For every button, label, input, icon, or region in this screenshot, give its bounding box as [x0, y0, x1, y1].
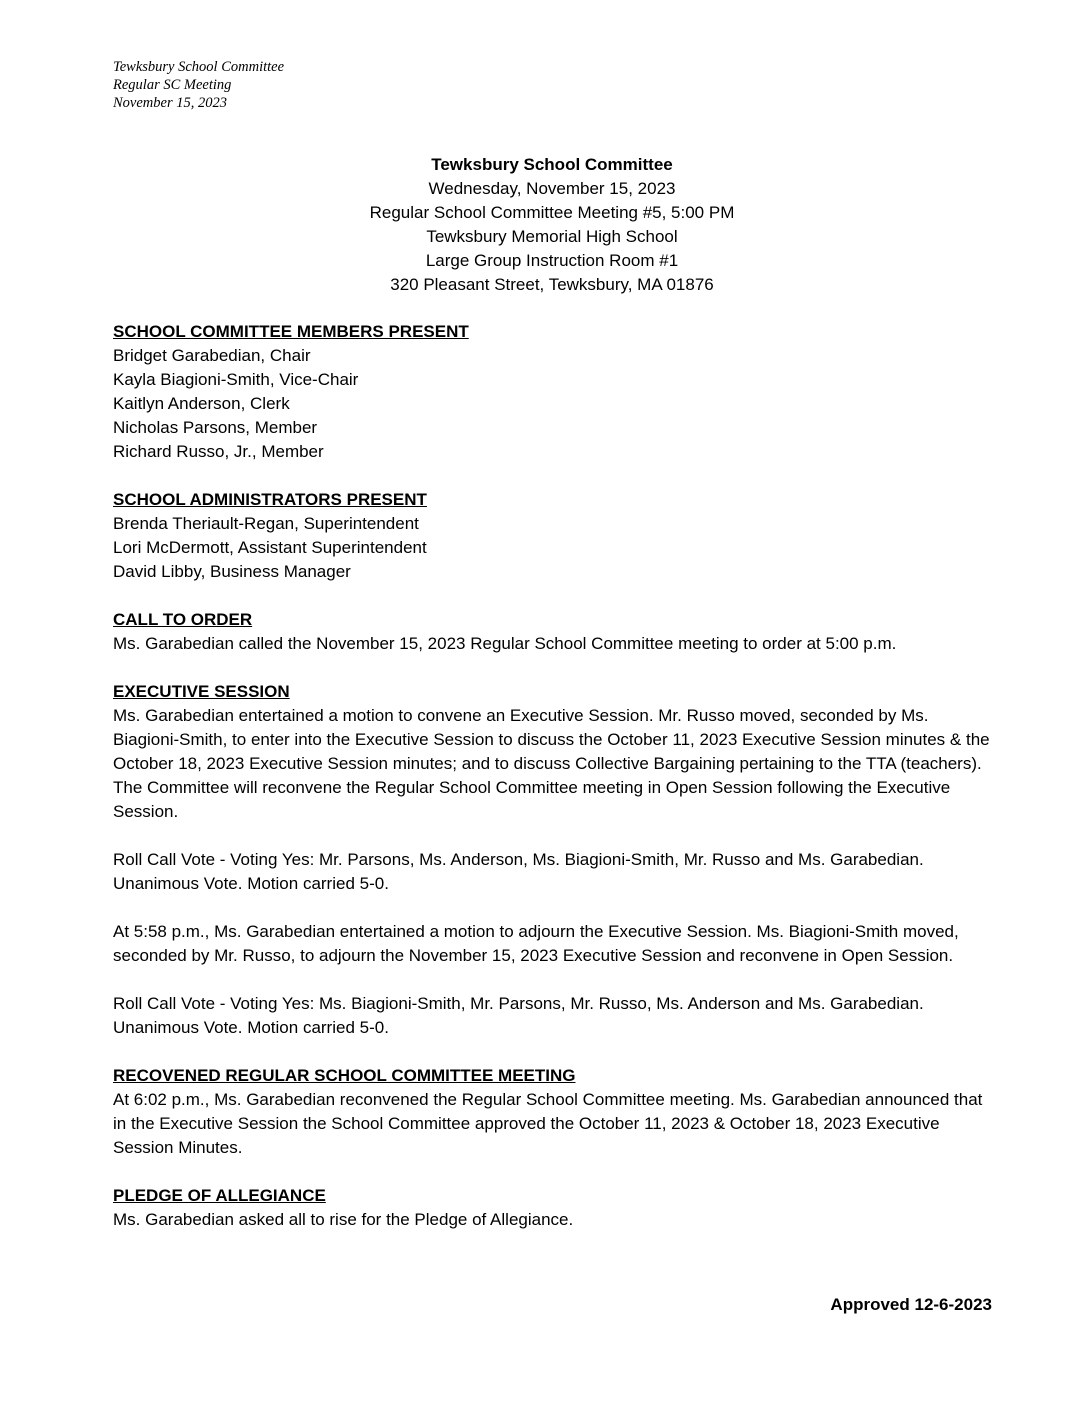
- member-item: Kaitlyn Anderson, Clerk: [113, 394, 290, 413]
- reconvened-text: At 6:02 p.m., Ms. Garabedian reconvened the Regular School Committee meeting. Ms. Garabedian announced that in the Executive Session the School Committee approved the October 11, 2023 & October 18, 2023 Executive Session Minutes.: [113, 1090, 983, 1157]
- meeting-title-block: [260, 153, 844, 297]
- call-to-order-section: [113, 608, 993, 656]
- pledge-heading: PLEDGE OF ALLEGIANCE: [113, 1186, 326, 1205]
- meeting-date: Wednesday, November 15, 2023: [428, 179, 676, 198]
- executive-session-vote: Roll Call Vote - Voting Yes: Mr. Parsons, Ms. Anderson, Ms. Biagioni-Smith, Mr. Russo and Ms. Garabedian. Unanimous Vote. Motion carried 5-0.: [113, 850, 924, 893]
- call-to-order-heading: CALL TO ORDER: [113, 610, 253, 629]
- approval-note: Approved 12-6-2023: [830, 1295, 992, 1314]
- administrator-item: Lori McDermott, Assistant Superintendent: [113, 538, 427, 557]
- minutes-body: [113, 320, 993, 1256]
- administrators-section: [113, 488, 993, 584]
- header-line-date: November 15, 2023: [113, 95, 227, 111]
- reconvened-section: [113, 1064, 993, 1160]
- header-line-organization: Tewksbury School Committee: [113, 59, 285, 75]
- member-item: Kayla Biagioni-Smith, Vice-Chair: [113, 370, 359, 389]
- member-item: Nicholas Parsons, Member: [113, 418, 318, 437]
- meeting-address: 320 Pleasant Street, Tewksbury, MA 01876: [390, 275, 714, 294]
- header-line-meeting: Regular SC Meeting: [113, 77, 232, 93]
- administrator-item: David Libby, Business Manager: [113, 562, 351, 581]
- call-to-order-text: Ms. Garabedian called the November 15, 2023 Regular School Committee meeting to order at 5:00 p.m.: [113, 634, 897, 653]
- running-header: [113, 58, 284, 112]
- administrators-heading: SCHOOL ADMINISTRATORS PRESENT: [113, 490, 427, 509]
- executive-session-adjourn-vote: Roll Call Vote - Voting Yes: Ms. Biagioni-Smith, Mr. Parsons, Mr. Russo, Ms. Anderson and Ms. Garabedian. Unanimous Vote. Motion carried 5-0.: [113, 994, 924, 1037]
- administrator-item: Brenda Theriault-Regan, Superintendent: [113, 514, 419, 533]
- member-item: Bridget Garabedian, Chair: [113, 346, 311, 365]
- executive-session-section: [113, 680, 993, 1040]
- meeting-name: Regular School Committee Meeting #5, 5:00 PM: [369, 203, 735, 222]
- meeting-room: Large Group Instruction Room #1: [425, 251, 679, 270]
- pledge-section: [113, 1184, 993, 1232]
- member-item: Richard Russo, Jr., Member: [113, 442, 324, 461]
- meeting-venue: Tewksbury Memorial High School: [426, 227, 678, 246]
- pledge-text: Ms. Garabedian asked all to rise for the Pledge of Allegiance.: [113, 1210, 574, 1229]
- members-section: [113, 320, 993, 464]
- document-title: Tewksbury School Committee: [431, 155, 673, 174]
- executive-session-adjourn: At 5:58 p.m., Ms. Garabedian entertained a motion to adjourn the Executive Session. Ms. Biagioni-Smith moved, seconded by Mr. Russo, to adjourn the November 15, 2023 Executive Session and reconvene in Open Session.: [113, 922, 959, 965]
- members-heading: SCHOOL COMMITTEE MEMBERS PRESENT: [113, 322, 469, 341]
- executive-session-motion: Ms. Garabedian entertained a motion to convene an Executive Session. Mr. Russo moved, seconded by Ms. Biagioni-Smith, to enter into the Executive Session to discuss the October 11, 2023 Executive Session minutes & the October 18, 2023 Executive Session minutes; and to discuss Collective Bargaining pertaining to the TTA (teachers). The Committee will reconvene the Regular School Committee meeting in Open Session following the Executive Session.: [113, 706, 990, 821]
- reconvened-heading: RECOVENED REGULAR SCHOOL COMMITTEE MEETING: [113, 1066, 576, 1085]
- executive-session-heading: EXECUTIVE SESSION: [113, 682, 290, 701]
